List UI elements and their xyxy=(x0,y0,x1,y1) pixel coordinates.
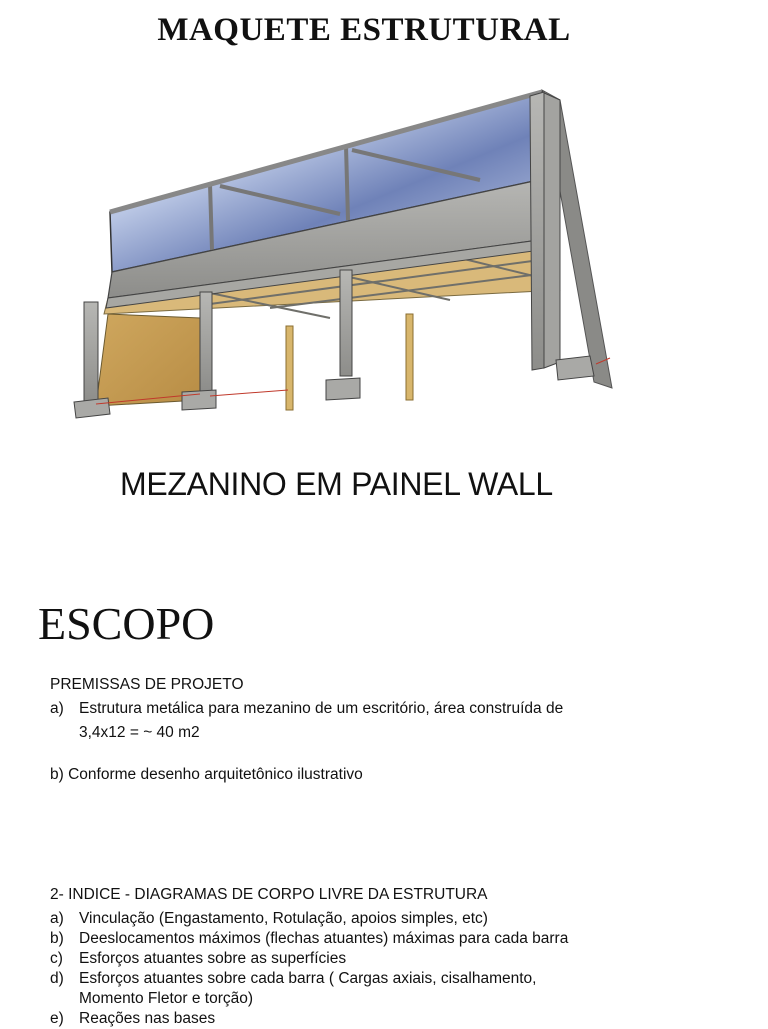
list-item-text xyxy=(79,699,639,743)
document-subtitle: MEZANINO EM PAINEL WALL xyxy=(120,466,553,502)
list-item-text: Vinculação (Engastamento, Rotulação, apoios simples, etc) xyxy=(79,910,488,927)
list-item-text: Esforços atuantes sobre as superfícies xyxy=(79,950,347,967)
list-marker: e) xyxy=(50,1010,64,1027)
indice-list xyxy=(50,909,639,1029)
list-item-text: Deeslocamentos máximos (flechas atuantes) máximas para cada barra xyxy=(79,930,569,947)
premissa-a-line1: Estrutura metálica para mezanino de um escritório, área construída de xyxy=(79,700,564,717)
premissa-a-line2: 3,4x12 = ~ 40 m2 xyxy=(79,724,200,741)
premissas-list xyxy=(50,699,639,743)
list-item xyxy=(50,909,639,929)
list-item-text: Esforços atuantes sobre cada barra ( Cargas axiais, cisalhamento, Momento Fletor e torção) xyxy=(79,970,537,1007)
list-item xyxy=(50,969,639,1009)
list-item xyxy=(50,699,639,743)
mezzanine-3d-model-illustration xyxy=(60,78,630,430)
list-marker: b) xyxy=(50,930,64,947)
premissas-heading: PREMISSAS DE PROJETO xyxy=(50,676,244,693)
list-item xyxy=(50,929,639,949)
list-marker: c) xyxy=(50,950,63,967)
document-title: MAQUETE ESTRUTURAL xyxy=(157,12,571,48)
list-marker: a) xyxy=(50,910,64,927)
list-marker: a) xyxy=(50,700,64,717)
list-item xyxy=(50,1009,639,1029)
section-heading-escopo: ESCOPO xyxy=(38,598,215,649)
list-item xyxy=(50,949,639,969)
indice-heading: 2- INDICE - DIAGRAMAS DE CORPO LIVRE DA ESTRUTURA xyxy=(50,886,488,903)
premissa-b: b) Conforme desenho arquitetônico ilustrativo xyxy=(50,766,363,783)
list-item-text: Reações nas bases xyxy=(79,1010,216,1027)
list-marker: d) xyxy=(50,970,64,987)
